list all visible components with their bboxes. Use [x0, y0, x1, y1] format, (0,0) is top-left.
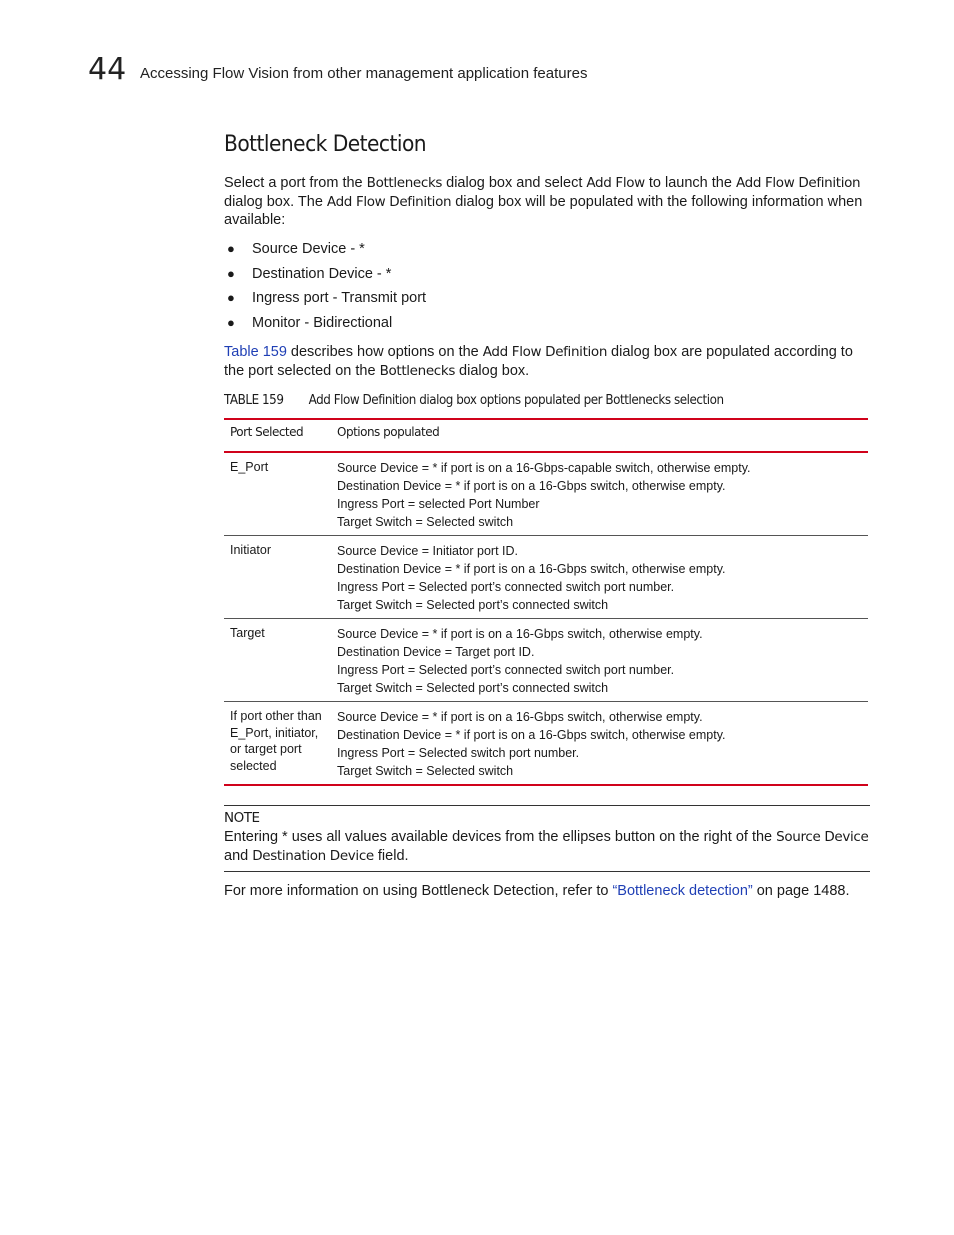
list-item-text: Source Device - * — [252, 241, 365, 258]
intro-text: Select a port from the — [224, 175, 367, 191]
options-cell — [331, 702, 868, 786]
options-cell — [331, 452, 868, 536]
option-line: Source Device = Initiator port ID. — [337, 544, 518, 559]
options-cell — [331, 536, 868, 619]
intro-text: to launch the — [644, 175, 736, 191]
port-selected-cell: E_Port — [230, 460, 269, 475]
paragraph-text: For more information on using Bottleneck Detection, refer to — [224, 883, 613, 900]
bullet-icon: ● — [227, 315, 235, 331]
intro-paragraph — [224, 174, 870, 230]
bullet-list — [224, 240, 870, 339]
table-reference-paragraph — [224, 343, 870, 380]
running-header: Accessing Flow Vision from other management application features — [140, 65, 588, 82]
option-line: Target Switch = Selected switch — [337, 764, 514, 779]
table-caption-text: Add Flow Definition dialog box options populated per Bottlenecks selection — [308, 393, 724, 409]
option-line: Destination Device = * if port is on a 16-Gbps switch, otherwise empty. — [337, 728, 726, 743]
port-selected-cell: Initiator — [230, 543, 271, 558]
table-row — [224, 536, 868, 619]
bottleneck-detection-link[interactable]: “Bottleneck detection” — [612, 883, 753, 900]
section-title: Bottleneck Detection — [224, 132, 427, 157]
list-item-text: Monitor - Bidirectional — [252, 315, 393, 332]
paragraph-text: on page 1488. — [752, 883, 850, 900]
table-row — [224, 452, 868, 536]
intro-text: dialog box. The — [224, 193, 327, 210]
note-text-part: field. — [373, 847, 409, 864]
option-line: Target Switch = Selected switch — [337, 515, 514, 530]
options-table — [224, 418, 868, 786]
ui-term-bottlenecks: Bottlenecks — [366, 175, 443, 191]
cross-reference-paragraph — [224, 882, 870, 901]
option-line: Target Switch = Selected port’s connected switch — [337, 598, 609, 613]
bullet-icon: ● — [227, 241, 235, 257]
note-box — [224, 805, 870, 872]
list-item — [224, 265, 870, 290]
option-line: Source Device = * if port is on a 16-Gbps-capable switch, otherwise empty. — [337, 461, 751, 476]
column-header-port-selected: Port Selected — [230, 425, 304, 440]
paragraph-text: describes how options on the — [286, 343, 483, 360]
table-caption-label: TABLE 159 — [224, 393, 284, 409]
table-159-link[interactable]: Table 159 — [224, 343, 287, 360]
paragraph-text: dialog box are populated according to the port selected on the — [224, 343, 853, 379]
port-selected-cell: Target — [230, 626, 265, 641]
ui-term-destination-device: Destination Device — [252, 847, 374, 864]
note-text-part: Entering * uses all values available devices from the ellipses button on the right of the — [224, 828, 777, 845]
note-text-part: and — [224, 847, 253, 864]
table-row — [224, 702, 868, 786]
option-line: Destination Device = * if port is on a 16-Gbps switch, otherwise empty. — [337, 479, 726, 494]
chapter-number: 44 — [88, 52, 127, 87]
option-line: Ingress Port = selected Port Number — [337, 497, 540, 512]
page-content — [224, 174, 870, 901]
list-item — [224, 240, 870, 265]
table-row — [224, 619, 868, 702]
option-line: Destination Device = * if port is on a 16-Gbps switch, otherwise empty. — [337, 562, 726, 577]
intro-text: dialog box will be populated with the following information when available: — [224, 193, 863, 229]
ui-term-add-flow: Add Flow — [586, 175, 645, 191]
note-text — [224, 828, 870, 865]
option-line: Ingress Port = Selected switch port number. — [337, 746, 580, 761]
option-line: Target Switch = Selected port’s connected switch — [337, 681, 609, 696]
ui-term-add-flow-definition: Add Flow Definition — [735, 175, 861, 191]
option-line: Destination Device = Target port ID. — [337, 645, 535, 660]
note-title: NOTE — [224, 810, 260, 827]
ui-term-add-flow-definition: Add Flow Definition — [326, 193, 452, 210]
list-item — [224, 314, 870, 339]
ui-term-source-device: Source Device — [776, 828, 869, 845]
table-caption — [224, 392, 818, 418]
list-item — [224, 289, 870, 314]
bullet-icon: ● — [227, 265, 235, 281]
option-line: Source Device = * if port is on a 16-Gbps switch, otherwise empty. — [337, 627, 703, 642]
bullet-icon: ● — [227, 290, 235, 306]
list-item-text: Ingress port - Transmit port — [252, 290, 427, 307]
ui-term-bottlenecks: Bottlenecks — [379, 362, 456, 379]
column-header-options-populated: Options populated — [337, 425, 440, 440]
table-header-row — [224, 419, 868, 452]
option-line: Ingress Port = Selected port’s connected switch port number. — [337, 663, 675, 678]
intro-text: dialog box and select — [442, 175, 587, 191]
ui-term-add-flow-definition: Add Flow Definition — [482, 343, 608, 360]
list-item-text: Destination Device - * — [252, 265, 392, 282]
options-cell — [331, 619, 868, 702]
option-line: Source Device = * if port is on a 16-Gbps switch, otherwise empty. — [337, 710, 703, 725]
port-selected-cell: If port other than E_Port, initiator, or target port selected — [230, 709, 322, 773]
paragraph-text: dialog box. — [455, 362, 530, 379]
option-line: Ingress Port = Selected port’s connected switch port number. — [337, 580, 675, 595]
